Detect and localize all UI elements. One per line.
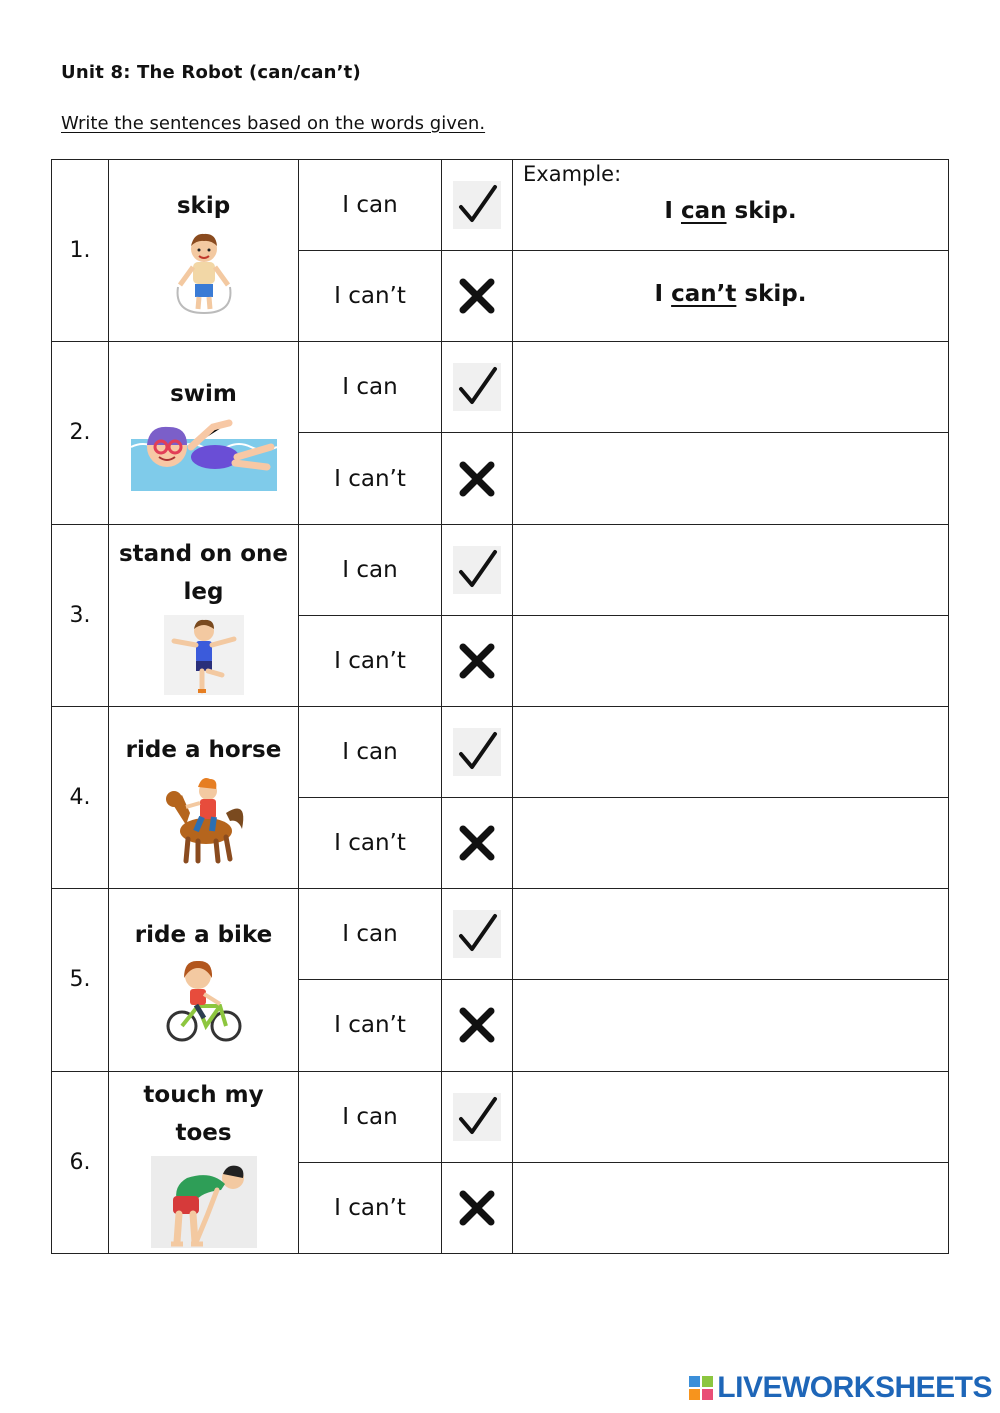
girl-riding-bike-picture: [166, 958, 242, 1044]
underlined-can: can: [680, 198, 727, 224]
can-answer-field[interactable]: [513, 1071, 949, 1162]
underlined-cant: can’t: [671, 281, 737, 308]
cant-answer-field[interactable]: [513, 1162, 949, 1253]
row-number: 4.: [52, 706, 109, 888]
cant-label: I can’t: [299, 980, 442, 1071]
cant-answer-field[interactable]: [513, 615, 949, 706]
cross-mark-cell: [442, 1162, 513, 1253]
boy-riding-horse-picture: [156, 773, 252, 865]
row-5-can: [52, 889, 949, 980]
boy-skipping-rope-picture: [164, 229, 244, 315]
can-answer-field[interactable]: [513, 889, 949, 980]
check-mark-icon: [453, 546, 501, 594]
word-cell: [109, 1071, 299, 1253]
row-2-can: [52, 342, 949, 433]
row-number: 1.: [52, 160, 109, 342]
example-label: Example:: [523, 162, 622, 186]
row-number: 5.: [52, 889, 109, 1071]
cant-answer-field[interactable]: [513, 433, 949, 524]
action-word: ride a horse: [125, 736, 282, 763]
check-mark-cell: [442, 889, 513, 980]
check-mark-cell: [442, 342, 513, 433]
cant-label: I can’t: [299, 433, 442, 524]
cross-mark-icon: [453, 455, 501, 503]
can-label: I can: [299, 524, 442, 615]
action-word: touch my toes: [143, 1082, 264, 1147]
action-word: stand on one leg: [118, 541, 288, 606]
boy-standing-on-one-leg-picture: [164, 615, 244, 695]
check-mark-icon: [453, 910, 501, 958]
can-label: I can: [299, 342, 442, 433]
cross-mark-icon: [453, 819, 501, 867]
can-label: I can: [299, 889, 442, 980]
cross-mark-icon: [453, 637, 501, 685]
cross-mark-cell: [442, 798, 513, 889]
check-mark-cell: [442, 524, 513, 615]
word-cell: [109, 342, 299, 524]
liveworksheets-logo-icon: [688, 1375, 714, 1401]
example-can-sentence: I can skip.: [664, 198, 797, 224]
worksheet-title: Unit 8: The Robot (can/can’t): [61, 62, 361, 83]
row-number: 6.: [52, 1071, 109, 1253]
check-mark-icon: [453, 363, 501, 411]
can-answer-field[interactable]: [513, 524, 949, 615]
instruction-text: Write the sentences based on the words given.: [61, 113, 486, 134]
can-label: I can: [299, 1071, 442, 1162]
check-mark-icon: [453, 728, 501, 776]
boy-touching-toes-picture: [151, 1156, 257, 1248]
cant-answer-field[interactable]: [513, 798, 949, 889]
check-mark-cell: [442, 160, 513, 251]
check-mark-cell: [442, 1071, 513, 1162]
action-word: skip: [176, 192, 231, 219]
can-cant-table: [51, 159, 949, 1254]
action-word: swim: [170, 380, 237, 407]
cant-answer-field[interactable]: [513, 980, 949, 1071]
can-answer-field[interactable]: [513, 342, 949, 433]
word-cell: [109, 524, 299, 706]
word-cell: [109, 889, 299, 1071]
cross-mark-cell: [442, 433, 513, 524]
cant-label: I can’t: [299, 1162, 442, 1253]
liveworksheets-logo: [688, 1371, 992, 1405]
cross-mark-icon: [453, 1184, 501, 1232]
example-can-answer: [513, 160, 949, 251]
row-number: 3.: [52, 524, 109, 706]
action-word: ride a bike: [134, 921, 273, 948]
row-3-can: [52, 524, 949, 615]
cross-mark-cell: [442, 980, 513, 1071]
word-cell: [109, 706, 299, 888]
word-cell: [109, 160, 299, 342]
cross-mark-icon: [453, 1001, 501, 1049]
cant-label: I can’t: [299, 251, 442, 342]
example-cant-sentence: I can’t skip.: [654, 281, 807, 308]
cant-label: I can’t: [299, 798, 442, 889]
can-label: I can: [299, 706, 442, 797]
row-6-can: [52, 1071, 949, 1162]
cross-mark-cell: [442, 251, 513, 342]
cross-mark-cell: [442, 615, 513, 706]
can-answer-field[interactable]: [513, 706, 949, 797]
cant-label: I can’t: [299, 615, 442, 706]
check-mark-cell: [442, 706, 513, 797]
row-4-can: [52, 706, 949, 797]
check-mark-icon: [453, 181, 501, 229]
example-cant-answer: [513, 251, 949, 342]
row-number: 2.: [52, 342, 109, 524]
girl-swimming-picture: [131, 417, 277, 491]
liveworksheets-logo-text: LIVEWORKSHEETS: [717, 1371, 992, 1404]
can-label: I can: [299, 160, 442, 251]
row-1-can: [52, 160, 949, 251]
cross-mark-icon: [453, 272, 501, 320]
check-mark-icon: [453, 1093, 501, 1141]
